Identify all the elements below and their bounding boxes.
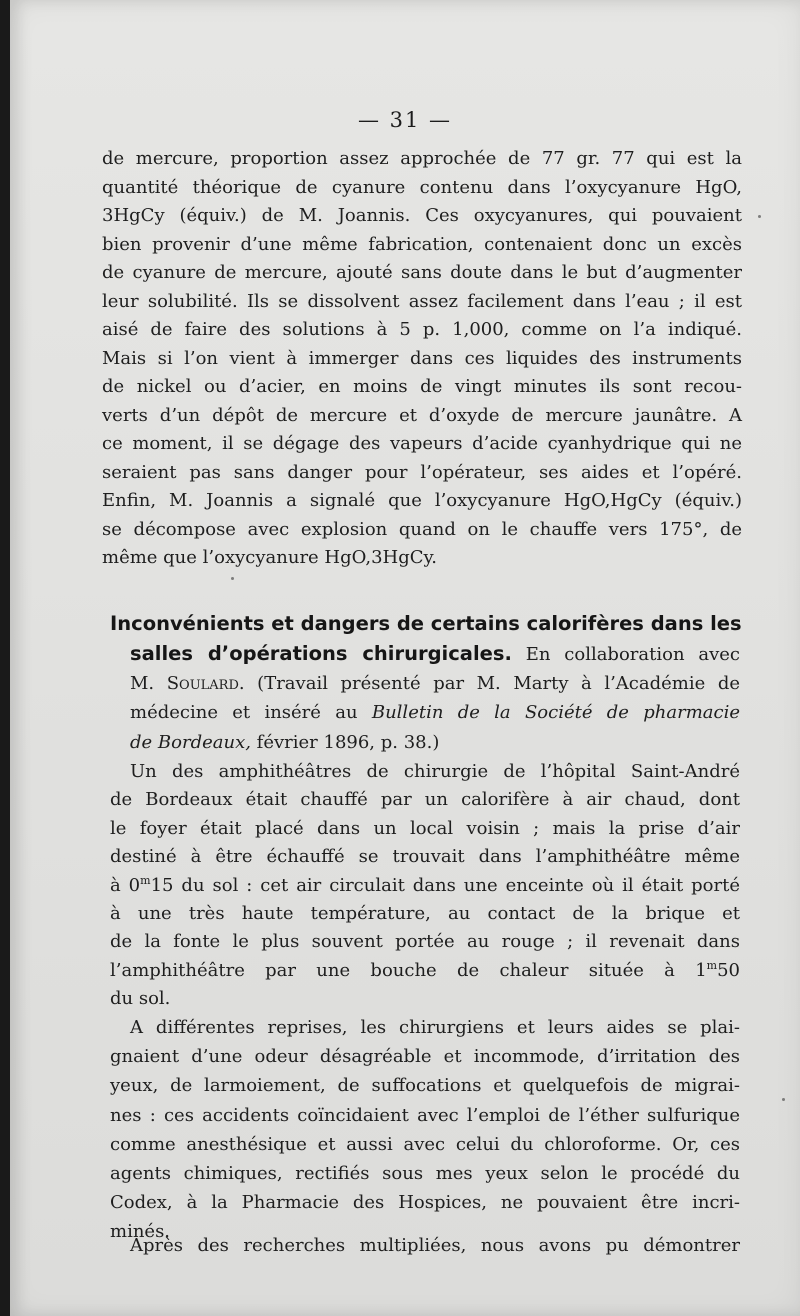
text-line: Un des amphithéâtres de chirurgie de l’hôpital Saint-André [130, 761, 740, 782]
text-line: seraient pas sans danger pour l’opérateur, ses aides et l’opéré. [102, 461, 742, 483]
text-line: destiné à être échauffé se trouvait dans l’amphithéâtre même [110, 846, 740, 868]
text-line: Enfin, M. Joannis a signalé que l’oxycyanure HgO,HgCy (équiv.) [102, 490, 742, 511]
heading-line-3 [130, 669, 740, 699]
text-line: se décompose avec explosion quand on le chauffe vers 175°, de [102, 518, 742, 540]
text-line: comme anesthésique et aussi avec celui du chloroforme. Or, ces [110, 1133, 740, 1155]
text-fragment: 50 [717, 959, 740, 981]
author-name: Soulard [166, 672, 239, 694]
collaboration-text: En collaboration avec [525, 644, 741, 665]
paragraph-4 [110, 1232, 740, 1261]
text-line: 3HgCy (équiv.) de M. Joannis. Ces oxycyanures, qui pouvaient [102, 205, 742, 226]
book-page [10, 0, 800, 1316]
text-line: de nickel ou d’acier, en moins de vingt minutes ils sont recou- [102, 376, 742, 397]
work-note: . (Travail présenté par M. Marty à l’Académie de [238, 672, 740, 694]
heading-bold-text: salles d’opérations chirurgicales. [130, 642, 512, 665]
superscript: m [706, 958, 718, 972]
text-line: Mais si l’on vient à immerger dans ces liquides des instruments [102, 347, 742, 369]
heading-line: Inconvénients et dangers de certains calorifères dans les [110, 612, 742, 635]
heading-continuation [130, 639, 740, 757]
text-line: minés. [110, 1221, 171, 1243]
text-fragment: 15 du sol : cet air circulait dans une enceinte où il était porté [150, 874, 740, 896]
text-line: de cyanure de mercure, ajouté sans doute dans le but d’augmenter [102, 262, 742, 283]
text-line: aisé de faire des solutions à 5 p. 1,000, comme on l’a indiqué. [102, 319, 742, 340]
paragraph-2 [110, 758, 740, 1014]
superscript: m [140, 873, 151, 887]
text-fragment: l’amphithéâtre par une bouche de chaleur située à 1 [110, 959, 707, 981]
text-line: du sol. [110, 988, 171, 1010]
text-line: bien provenir d’une même fabrication, contenaient donc un excès [102, 233, 742, 255]
bulletin-title: Bulletin de la Société de pharmacie [371, 702, 740, 723]
text-line: agents chimiques, rectifiés sous mes yeux selon le procédé du [110, 1162, 740, 1184]
inserted-text: médecine et inséré au [130, 702, 358, 723]
section-heading [110, 609, 740, 638]
text-line [110, 957, 740, 985]
bulletin-title-cont: de Bordeaux, [130, 731, 251, 753]
text-line [110, 872, 740, 900]
text-line: leur solubilité. Ils se dissolvent assez facilement dans l’eau ; il est [102, 290, 742, 312]
text-line: de Bordeaux était chauffé par un calorifère à air chaud, dont [110, 789, 740, 811]
text-line: A différentes reprises, les chirurgiens et leurs aides se plai- [130, 1017, 740, 1038]
text-line: quantité théorique de cyanure contenu dans l’oxycyanure HgO, [102, 176, 742, 198]
text-line: Après des recherches multipliées, nous avons pu démontrer [130, 1235, 740, 1256]
text-line: de mercure, proportion assez approchée de 77 gr. 77 qui est la [102, 148, 742, 169]
paragraph-1 [102, 145, 742, 573]
text-line: le foyer était placé dans un local voisin ; mais la prise d’air [110, 817, 740, 839]
text-line: de la fonte le plus souvent portée au rouge ; il revenait dans [110, 931, 740, 953]
citation-date: février 1896, p. 38.) [256, 731, 440, 753]
page-number: — 31 — [357, 108, 453, 132]
text-line: nes : ces accidents coïncidaient avec l’emploi de l’éther sulfurique [110, 1104, 740, 1126]
text-line: même que l’oxycyanure HgO,3HgCy. [102, 547, 438, 568]
heading-line-5 [130, 728, 740, 758]
text-line: ce moment, il se dégage des vapeurs d’acide cyanhydrique qui ne [102, 433, 742, 454]
text-line: verts d’un dépôt de mercure et d’oxyde de mercure jaunâtre. A [102, 404, 742, 426]
mister-abbrev: M. [130, 672, 155, 694]
text-line: yeux, de larmoiement, de suffocations et quelquefois de migrai- [110, 1075, 740, 1097]
text-line: gnaient d’une odeur désagréable et incommode, d’irritation des [110, 1046, 740, 1068]
paper-speck [758, 215, 761, 218]
text-fragment: à 0 [110, 874, 141, 896]
heading-line-4 [130, 698, 740, 728]
paper-speck [782, 1098, 785, 1101]
paper-speck [231, 577, 234, 580]
heading-line-2 [130, 639, 740, 669]
text-line: à une très haute température, au contact de la brique et [110, 902, 740, 924]
text-line: Codex, à la Pharmacie des Hospices, ne pouvaient être incri- [110, 1192, 740, 1214]
paragraph-3 [110, 1013, 740, 1247]
